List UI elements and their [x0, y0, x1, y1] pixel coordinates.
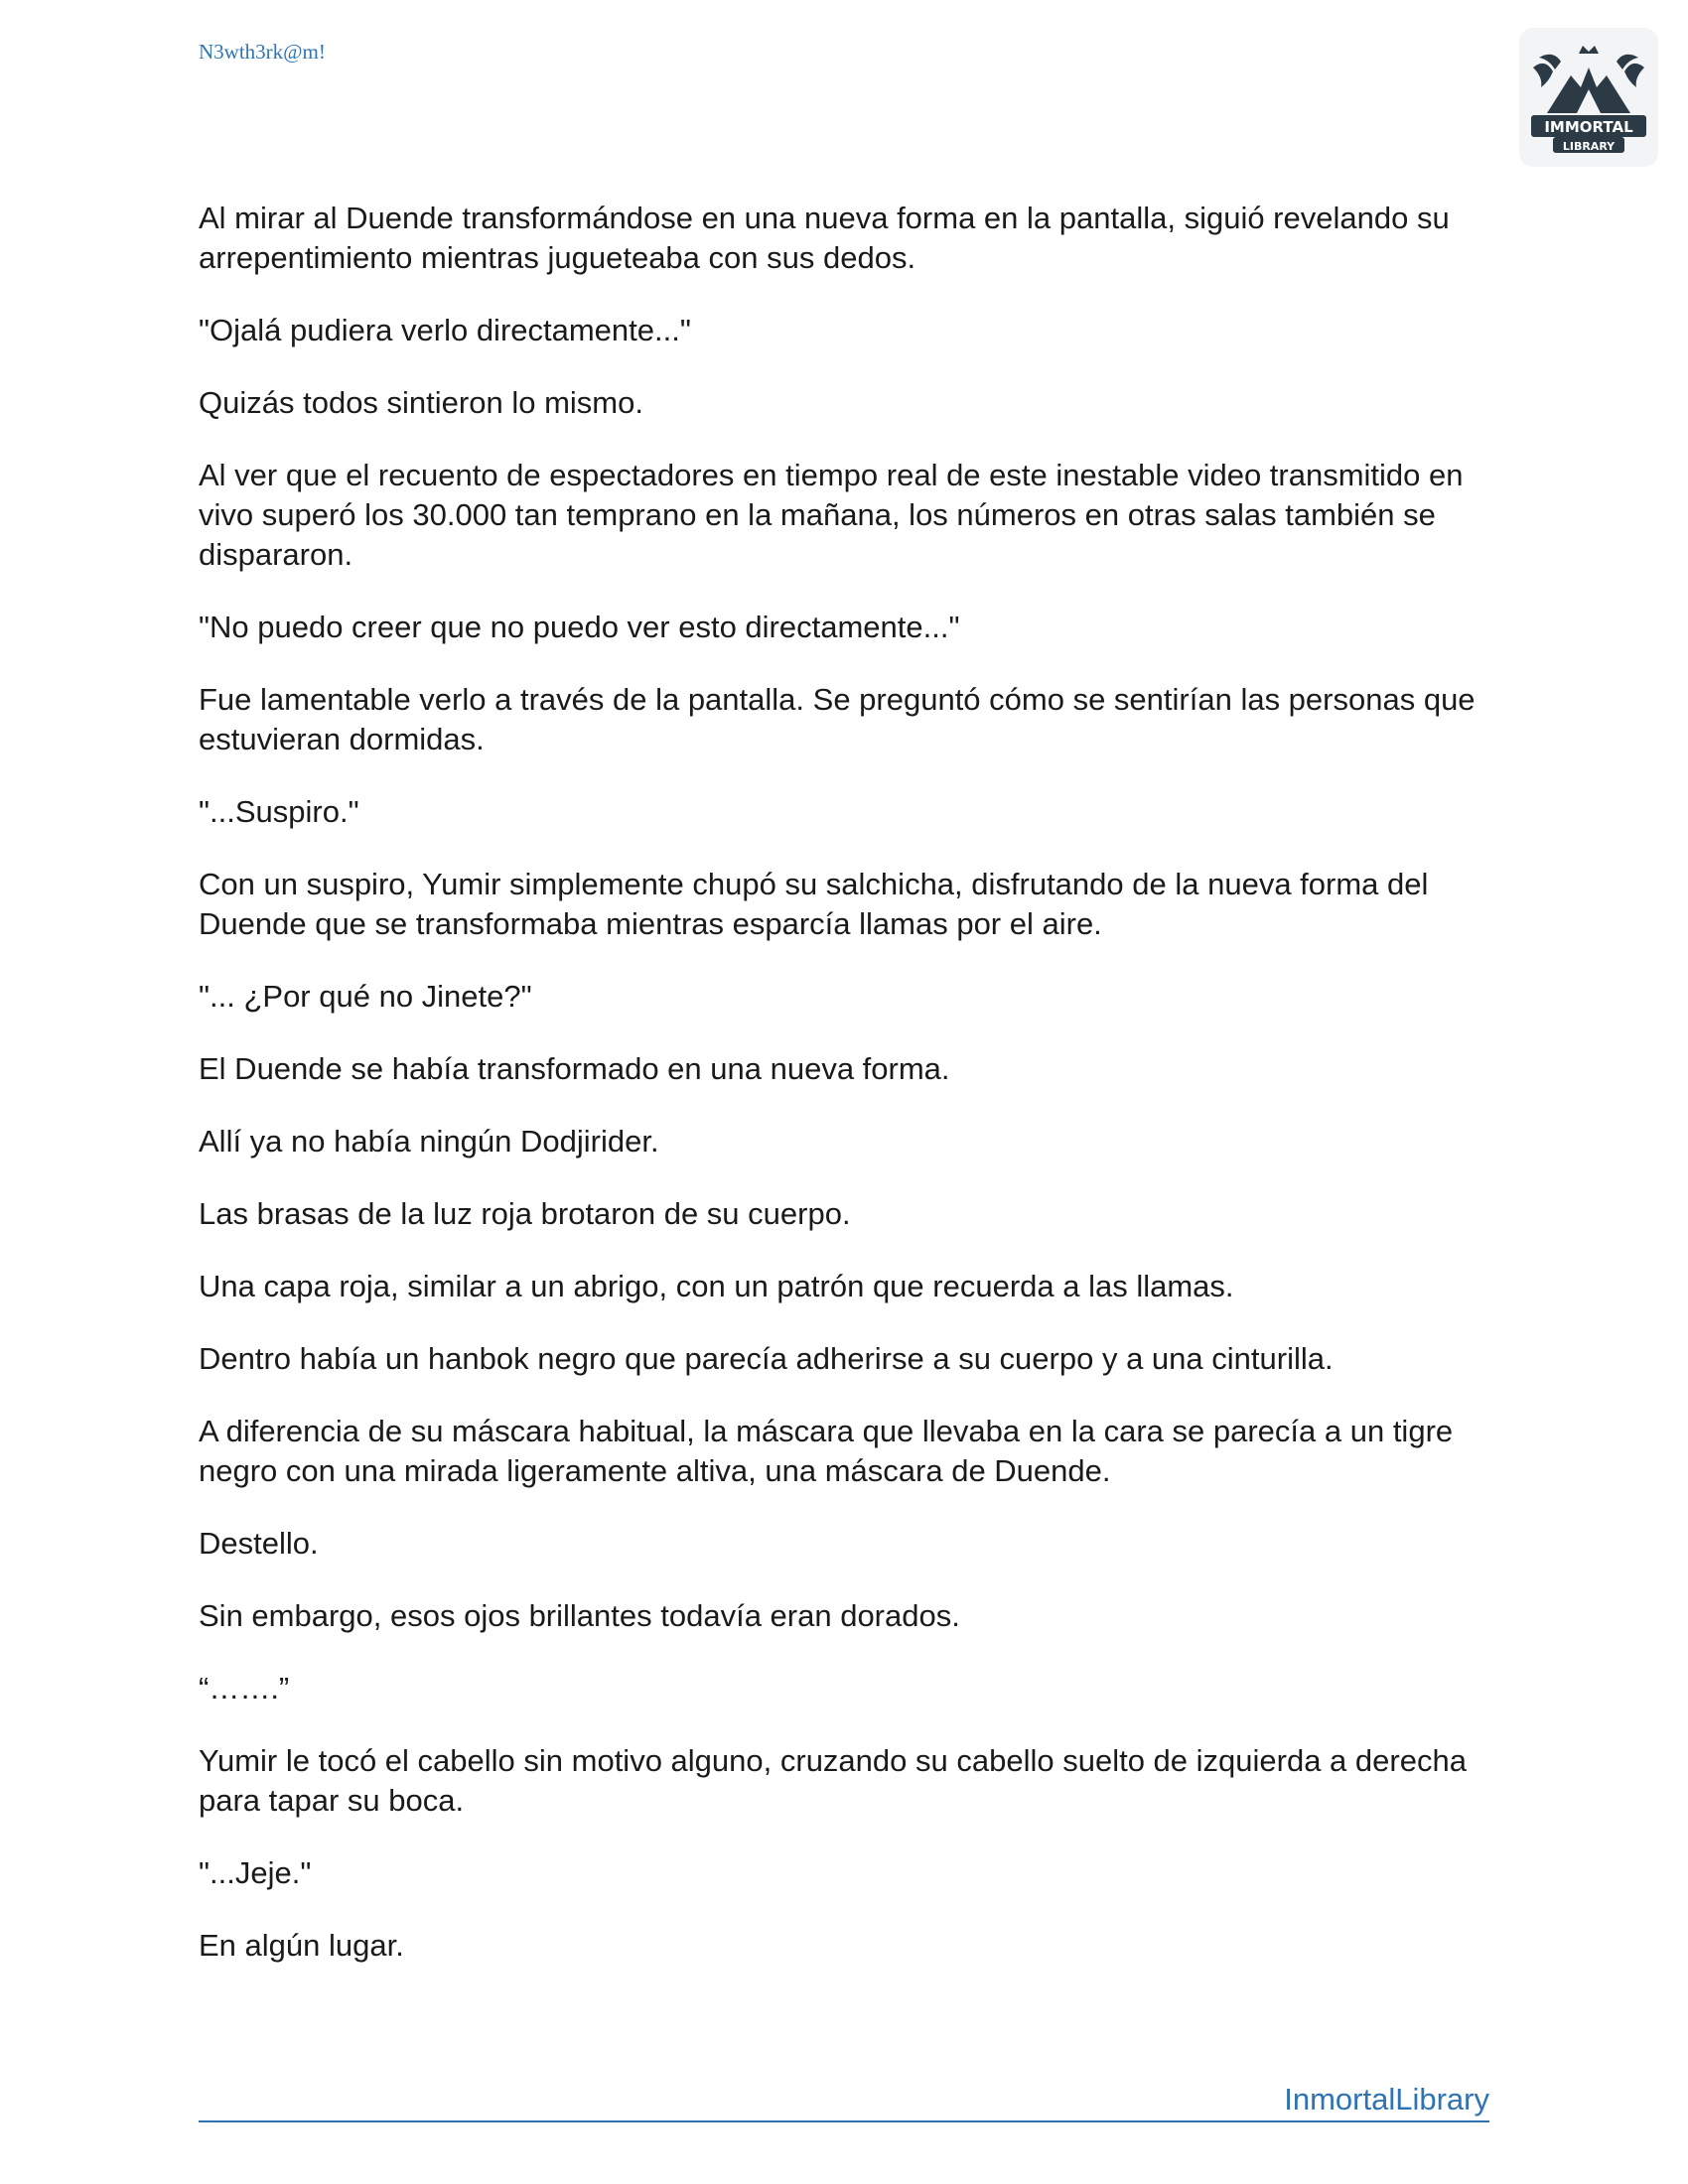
- paragraph: En algún lugar.: [199, 1928, 404, 1963]
- paragraph: Dentro había un hanbok negro que parecía adherirse a su cuerpo y a una cinturilla.: [199, 1341, 1334, 1376]
- paragraph: “…….”: [199, 1671, 290, 1706]
- paragraph: "...Suspiro.": [199, 794, 359, 829]
- footer-divider: [199, 2120, 1489, 2122]
- paragraph: Al mirar al Duende transformándose en una nueva forma en la pantalla, siguió revelando su arrepentimiento mientras jugueteaba con sus dedos.: [199, 201, 1450, 275]
- paragraph: Quizás todos sintieron lo mismo.: [199, 385, 643, 420]
- paragraph: Destello.: [199, 1526, 319, 1561]
- logo-text-line2: LIBRARY: [1562, 140, 1616, 153]
- footer-library-link[interactable]: InmortalLibrary: [1284, 2082, 1489, 2116]
- paragraph: "...Jeje.": [199, 1855, 312, 1890]
- immortal-library-logo: [1519, 28, 1658, 167]
- paragraph: Al ver que el recuento de espectadores en tiempo real de este inestable video transmitido en vivo superó los 30.000 tan temprano en la mañana, los números en otras salas también se dispararon.: [199, 458, 1464, 572]
- paragraph: "... ¿Por qué no Jinete?": [199, 979, 532, 1014]
- paragraph: Yumir le tocó el cabello sin motivo alguno, cruzando su cabello suelto de izquierda a derecha para tapar su boca.: [199, 1743, 1467, 1818]
- paragraph: Fue lamentable verlo a través de la pantalla. Se preguntó cómo se sentirían las personas que estuvieran dormidas.: [199, 682, 1476, 756]
- header-credit: N3wth3rk@m!: [199, 40, 326, 64]
- paragraph: Las brasas de la luz roja brotaron de su cuerpo.: [199, 1196, 851, 1231]
- paragraph: Allí ya no había ningún Dodjirider.: [199, 1124, 659, 1159]
- paragraph: El Duende se había transformado en una nueva forma.: [199, 1051, 950, 1086]
- paragraph: Una capa roja, similar a un abrigo, con un patrón que recuerda a las llamas.: [199, 1269, 1234, 1303]
- paragraph: "Ojalá pudiera verlo directamente...": [199, 313, 691, 347]
- paragraph: Con un suspiro, Yumir simplemente chupó su salchicha, disfrutando de la nueva forma del Duende que se transformaba mientras esparcía llamas por el aire.: [199, 867, 1429, 941]
- paragraph: Sin embargo, esos ojos brillantes todavía eran dorados.: [199, 1598, 960, 1633]
- paragraph: A diferencia de su máscara habitual, la máscara que llevaba en la cara se parecía a un tigre negro con una mirada ligeramente altiva, una máscara de Duende.: [199, 1414, 1454, 1488]
- document-body: [199, 199, 1499, 1998]
- paragraph: "No puedo creer que no puedo ver esto directamente...": [199, 610, 960, 644]
- logo-text-line1: IMMORTAL: [1544, 118, 1633, 136]
